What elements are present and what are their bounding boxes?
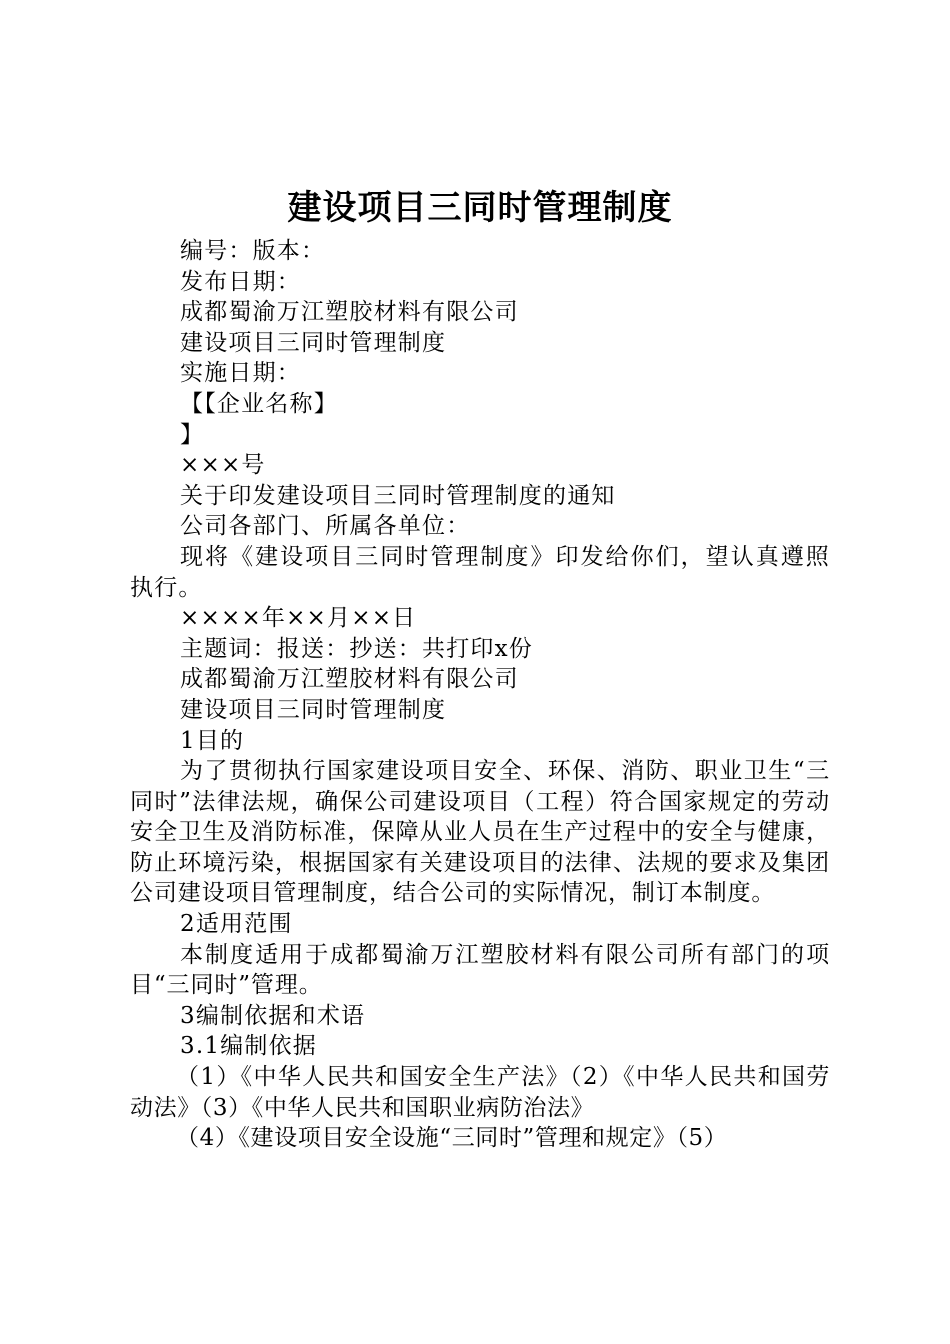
doc-paragraph-laws-1: （1）《中华人民共和国安全生产法》（2）《中华人民共和国劳动法》（3）《中华人民共和国职业病防治法》 <box>130 1064 830 1121</box>
doc-line-company: 成都蜀渝万江塑胶材料有限公司 <box>180 299 519 326</box>
section-heading-purpose: 1目的 <box>180 727 245 754</box>
doc-paragraph-scope: 本制度适用于成都蜀渝万江塑胶材料有限公司所有部门的项目“三同时”管理。 <box>130 941 830 999</box>
doc-line-subtitle-2: 建设项目三同时管理制度 <box>180 696 447 723</box>
section-heading-scope: 2适用范围 <box>180 911 293 938</box>
doc-line-bracket-close: 】 <box>180 421 205 448</box>
doc-paragraph-purpose: 为了贯彻执行国家建设项目安全、环保、消防、职业卫生“三同时”法律法规，确保公司建设项目（工程）符合国家规定的劳动安全卫生及消防标准，保障从业人员在生产过程中的安全与健康，防止环境污染，根据国家有关建设项目的法律、法规的要求及集团公司建设项目管理制度，结合公司的实际情况，制订本制度。 <box>130 758 830 907</box>
doc-line-file-number: ×××号 <box>180 452 266 479</box>
doc-line-date: ××××年××月××日 <box>180 605 417 632</box>
document-title: 建设项目三同时管理制度 <box>287 188 673 228</box>
doc-line-company-name-field: 【【企业名称】 <box>180 390 338 417</box>
doc-line-notice-title: 关于印发建设项目三同时管理制度的通知 <box>180 482 616 509</box>
section-heading-basis-terms: 3编制依据和术语 <box>180 1002 366 1029</box>
doc-line-subtitle: 建设项目三同时管理制度 <box>180 329 447 356</box>
section-heading-basis: 3.1编制依据 <box>180 1033 317 1060</box>
document-page <box>130 184 830 1154</box>
doc-line-keywords: 主题词：报送：抄送：共打印x份 <box>180 635 533 662</box>
doc-line-company-2: 成都蜀渝万江塑胶材料有限公司 <box>180 666 519 693</box>
doc-line-effective-date: 实施日期： <box>180 360 301 387</box>
doc-line-addressees: 公司各部门、所属各单位： <box>180 513 471 540</box>
doc-line-release-date: 发布日期： <box>180 268 301 295</box>
doc-line-number-version: 编号：版本： <box>180 238 326 264</box>
doc-paragraph-laws-2: （4）《建设项目安全设施“三同时”管理和规定》（5） <box>176 1125 728 1152</box>
doc-paragraph-notice-body: 现将《建设项目三同时管理制度》印发给你们，望认真遵照执行。 <box>130 543 830 601</box>
